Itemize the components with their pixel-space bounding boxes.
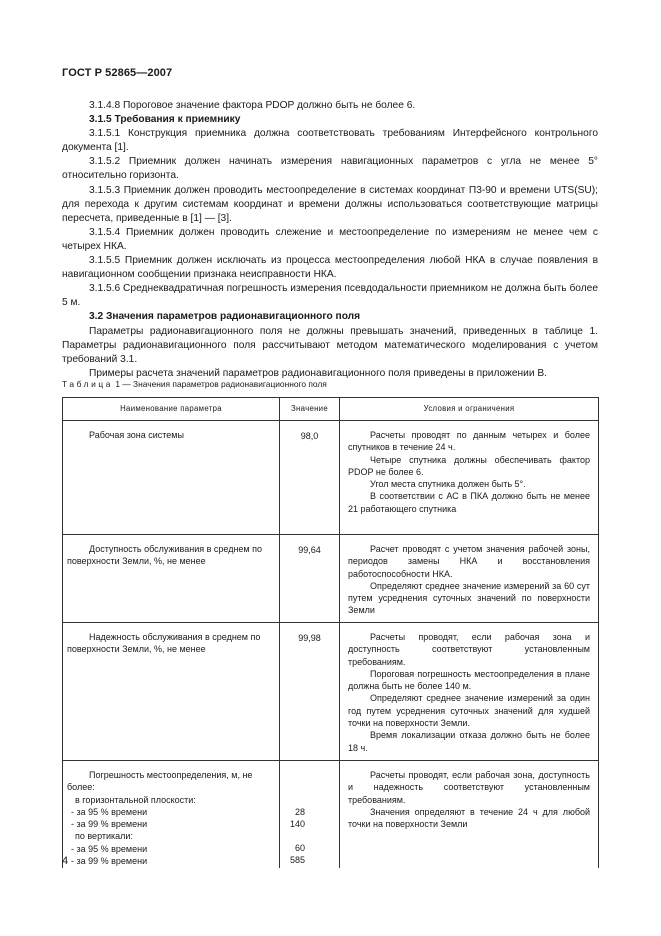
table-row — [63, 421, 599, 535]
condition-text: Определяют среднее значение измерений за 60 сут путем усреднения суточных значений по поверхности Земли — [348, 580, 590, 616]
section-heading-3-1-5: 3.1.5 Требования к приемнику — [89, 114, 241, 126]
clause-3-1-5-3: 3.1.5.3 Приемник должен проводить местоопределение в системах координат П3-90 и времени UTS(SU); для перехода к другим системам координат и времени должны использоваться соответствующие матрицы пересчета, приведенные в [1] — [3]. — [62, 184, 598, 224]
param-text: Доступность обслуживания в среднем по поверхности Земли, %, не менее — [67, 544, 262, 567]
condition-text: Расчеты проводят по данным четырех и более спутников в течение 24 ч. — [348, 430, 590, 453]
param-subheading: по вертикали: — [75, 831, 133, 842]
param-cell — [63, 421, 280, 535]
table-row — [63, 761, 599, 868]
condition-text: Расчеты проводят, если рабочая зона, доступность и надежность соответствуют установленным требованиям. — [348, 770, 590, 805]
value-cell: 99,98 — [280, 623, 340, 761]
parameters-table — [62, 397, 599, 868]
value-text: 140 — [289, 818, 305, 829]
table-header-row — [63, 398, 599, 421]
param-subitem: - за 99 % времени — [71, 819, 148, 830]
condition-text: Определяют среднее значение измерений за один год путем усреднения суточных значений для худшей точки на поверхности Земли. — [348, 693, 590, 729]
param-text: Рабочая зона системы — [89, 430, 184, 440]
clause-3-1-5-4: 3.1.5.4 Приемник должен проводить слежение и местоопределение по измерениям не менее чем с четырех НКА. — [62, 226, 598, 252]
condition-text: В соответствии с АС в ПКА должно быть не менее 21 работающего спутника — [348, 491, 590, 514]
param-subitem: - за 95 % времени — [71, 806, 148, 817]
clause-3-1-5-2: 3.1.5.2 Приемник должен начинать измерения навигационных параметров с угла не менее 5° относительно горизонта. — [62, 156, 598, 182]
section-heading-3-2: 3.2 Значения параметров радионавигационного поля — [89, 311, 361, 323]
table-row — [63, 535, 599, 623]
column-header-parameter: Наименование параметра — [63, 398, 280, 421]
param-cell — [63, 535, 280, 623]
value-cell: 98,0 — [280, 421, 340, 535]
table-caption — [62, 379, 327, 389]
condition-text: Значения определяют в течение 24 ч для любой точки на поверхности Земли — [348, 806, 590, 830]
body-text — [62, 99, 598, 381]
param-subheading: в горизонтальной плоскости: — [75, 794, 196, 805]
param-cell — [63, 623, 280, 761]
document-header: ГОСТ Р 52865—2007 — [62, 67, 173, 79]
param-text: Погрешность местоопределения, м, не более: — [67, 770, 253, 793]
column-header-conditions: Условия и ограничения — [340, 398, 599, 421]
paragraph-field-params: Параметры радионавигационного поля не должны превышать значений, приведенных в таблице 1. Параметры радионавигационного поля рассчитывают методом математического моделирования с учетом требований 3.1. — [62, 325, 598, 365]
value-cell — [280, 761, 340, 868]
column-header-value: Значение — [280, 398, 340, 421]
condition-text: Расчет проводят с учетом значения рабочей зоны, периодов замены НКА и восстановления работоспособности НКА. — [348, 544, 590, 579]
value-text: 60 — [294, 843, 305, 854]
condition-text: Время локализации отказа должно быть не более 18 ч. — [348, 730, 590, 753]
clause-3-1-5-6: 3.1.5.6 Среднеквадратичная погрешность измерения псевдодальности приемником не должна быть более 5 м. — [62, 283, 598, 309]
param-subitem: - за 99 % времени — [71, 856, 148, 867]
paragraph-examples: Примеры расчета значений параметров радионавигационного поля приведены в приложении В. — [89, 367, 547, 379]
condition-text: Расчеты проводят, если рабочая зона и доступность соответствуют установленным требованиям. — [348, 632, 590, 667]
value-text: 585 — [289, 855, 305, 866]
condition-text: Угол места спутника должен быть 5°. — [370, 479, 526, 490]
table-row — [63, 623, 599, 761]
condition-text: Пороговая погрешность местоопределения в плане должна быть не более 140 м. — [348, 668, 590, 692]
clause-3-1-5-5: 3.1.5.5 Приемник должен исключать из процесса местоопределения любой НКА в случае появления в навигационном сообщении признака неисправности НКА. — [62, 255, 598, 281]
param-subitem: - за 95 % времени — [71, 843, 148, 854]
table-caption-title: 1 — Значения параметров радионавигационного поля — [115, 379, 327, 389]
param-cell — [63, 761, 280, 868]
condition-text: Четыре спутника должны обеспечивать фактор PDOP не более 6. — [348, 454, 590, 477]
conditions-cell — [340, 623, 599, 761]
conditions-cell — [340, 535, 599, 623]
page-number: 4 — [62, 855, 69, 867]
conditions-cell — [340, 421, 599, 535]
param-text: Надежность обслуживания в среднем по поверхности Земли, %, не менее — [67, 632, 261, 655]
value-text: 28 — [294, 806, 305, 817]
table-caption-word: Таблица — [62, 379, 114, 389]
value-cell: 99,64 — [280, 535, 340, 623]
clause-3-1-4-8: 3.1.4.8 Пороговое значение фактора PDOP должно быть не более 6. — [89, 100, 416, 111]
conditions-cell — [340, 761, 599, 868]
clause-3-1-5-1: 3.1.5.1 Конструкция приемника должна соответствовать требованиям Интерфейсного контрольного документа [1]. — [62, 128, 598, 154]
